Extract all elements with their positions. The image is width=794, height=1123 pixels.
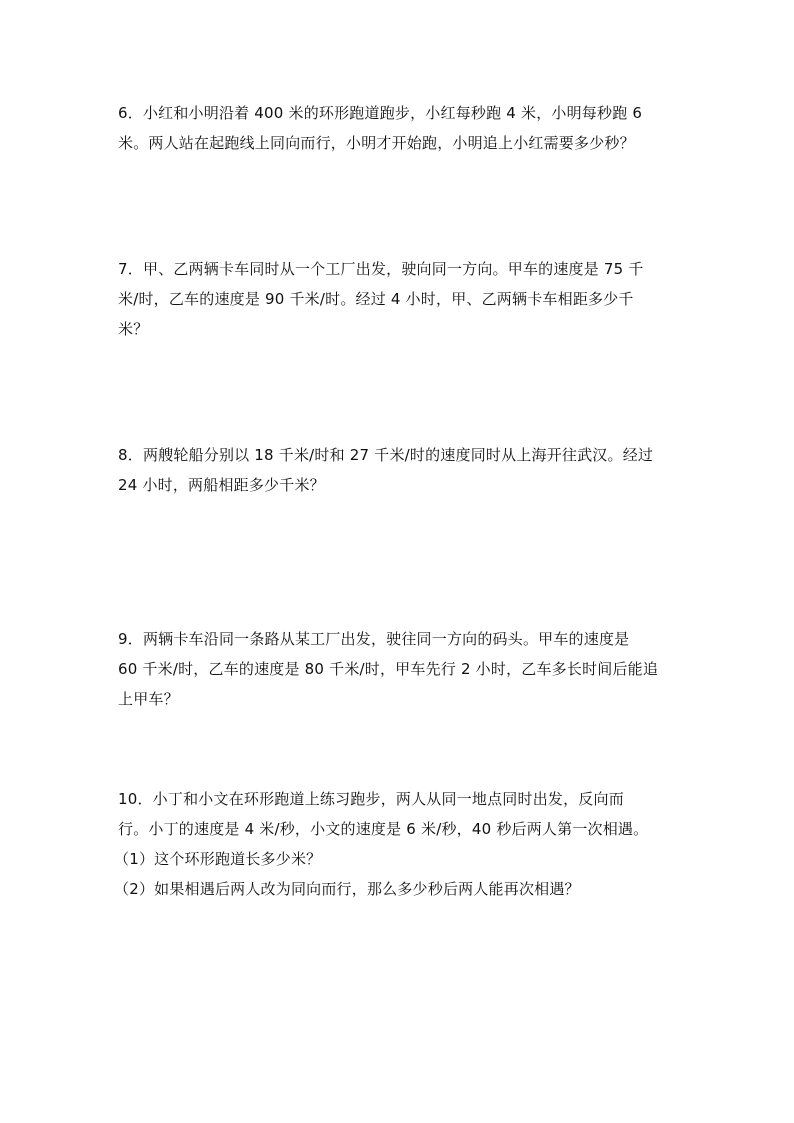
problem-7-line-3: 米？ — [118, 320, 149, 338]
problem-10-subquestion-1: （1）这个环形跑道长多少米？ — [114, 850, 322, 868]
problem-9-line-1: 9．两辆卡车沿同一条路从某工厂出发，驶往同一方向的码头。甲车的速度是 — [118, 630, 630, 648]
problem-8-line-2: 24 小时，两船相距多少千米？ — [118, 476, 325, 494]
problem-9 — [118, 624, 674, 714]
problem-8 — [118, 440, 674, 500]
problem-7 — [118, 254, 674, 344]
problem-7-line-2: 米/时，乙车的速度是 90 千米/时。经过 4 小时，甲、乙两辆卡车相距多少千 — [118, 290, 634, 308]
problem-9-line-3: 上甲车？ — [118, 690, 179, 708]
problem-8-line-1: 8．两艘轮船分别以 18 千米/时和 27 千米/时的速度同时从上海开往武汉。经过 — [118, 446, 654, 464]
problem-10-line-2: 行。小丁的速度是 4 米/秒，小文的速度是 6 米/秒，40 秒后两人第一次相遇。 — [118, 820, 649, 838]
problem-10-subquestion-2: （2）如果相遇后两人改为同向而行，那么多少秒后两人能再次相遇？ — [114, 880, 580, 898]
problem-9-line-2: 60 千米/时，乙车的速度是 80 千米/时，甲车先行 2 小时，乙车多长时间后能追 — [118, 660, 659, 678]
problem-6 — [118, 98, 674, 158]
problem-6-line-2: 米。两人站在起跑线上同向而行，小明才开始跑，小明追上小红需要多少秒？ — [118, 134, 635, 152]
problem-10-line-1: 10．小丁和小文在环形跑道上练习跑步，两人从同一地点同时出发，反向而 — [118, 790, 624, 808]
problem-7-line-1: 7．甲、乙两辆卡车同时从一个工厂出发，驶向同一方向。甲车的速度是 75 千 — [118, 260, 644, 278]
problem-10 — [114, 784, 674, 904]
problem-6-line-1: 6．小红和小明沿着 400 米的环形跑道跑步，小红每秒跑 4 米，小明每秒跑 6 — [118, 104, 643, 122]
